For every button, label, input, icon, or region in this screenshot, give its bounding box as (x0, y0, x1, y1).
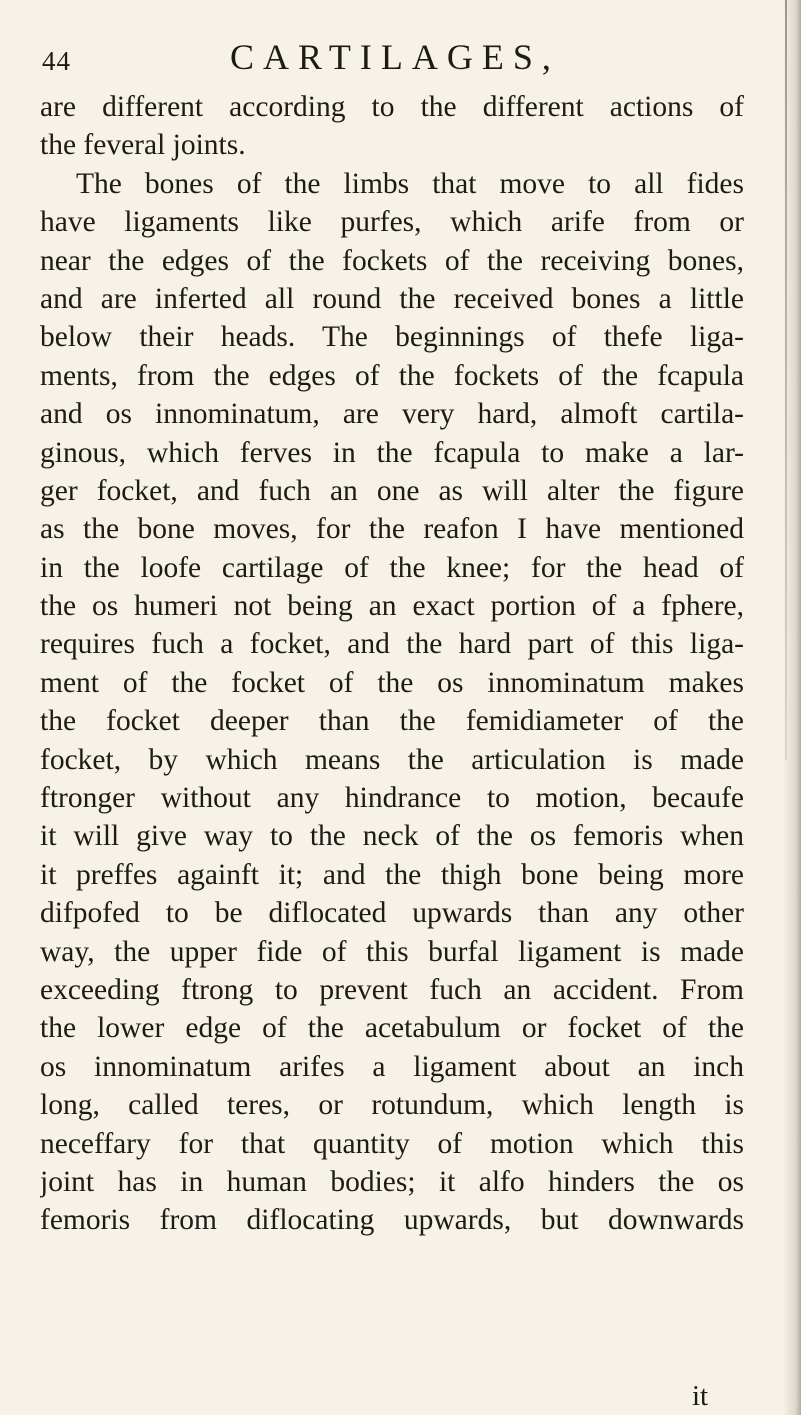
text-line: the focket deeper than the femidiameter of the (40, 705, 744, 738)
text-line: ginous, which ferves in the fcapula to make a lar- (40, 436, 744, 469)
text-line: and are inferted all round the received bones a little (40, 282, 744, 315)
text-line: it will give way to the neck of the os femoris when (40, 820, 744, 853)
text-line: neceffary for that quantity of motion which this (40, 1127, 744, 1160)
section-title: CARTILAGES, (230, 37, 560, 77)
text-line: way, the upper fide of this burfal ligament is made (40, 935, 744, 968)
text-line: ments, from the edges of the fockets of the fcapula (40, 359, 744, 392)
text-line: near the edges of the fockets of the receiving bones, (40, 244, 744, 277)
text-line: difpofed to be diflocated upwards than any other (40, 897, 744, 930)
text-line: ftronger without any hindrance to motion, becaufe (40, 782, 744, 815)
text-line: os innominatum arifes a ligament about an inch (40, 1050, 744, 1083)
text-line: have ligaments like purfes, which arife from or (40, 206, 744, 239)
text-line: exceeding ftrong to prevent fuch an accident. From (40, 973, 744, 1006)
body-text (40, 88, 744, 1240)
running-head (42, 36, 742, 86)
text-line: and os innominatum, are very hard, almoft cartila- (40, 398, 744, 431)
text-line: below their heads. The beginnings of thefe liga- (40, 321, 744, 354)
text-line: it preffes againft it; and the thigh bone being more (40, 858, 744, 891)
text-line: the feveral joints. (40, 129, 246, 162)
text-line: joint has in human bodies; it alfo hinders the os (40, 1165, 744, 1198)
page-number: 44 (42, 46, 71, 76)
text-line: as the bone moves, for the reafon I have mentioned (40, 513, 744, 546)
text-line: ment of the focket of the os innominatum makes (40, 666, 744, 699)
catchword: it (692, 1380, 709, 1412)
text-line: ger focket, and fuch an one as will alter the figure (40, 474, 744, 507)
text-line: The bones of the limbs that move to all fides (76, 167, 744, 200)
text-line: the os humeri not being an exact portion of a fphere, (40, 590, 744, 623)
page-edge-line (785, 0, 787, 760)
text-line: requires fuch a focket, and the hard part of this liga- (40, 628, 744, 661)
text-line: focket, by which means the articulation is made (40, 743, 744, 776)
text-line: are different according to the different actions of (40, 91, 744, 123)
text-line: long, called teres, or rotundum, which length is (40, 1089, 744, 1122)
text-line: femoris from diflocating upwards, but downwards (40, 1204, 744, 1237)
text-line: the lower edge of the acetabulum or focket of the (40, 1012, 744, 1045)
text-line: in the loofe cartilage of the knee; for the head of (40, 551, 744, 584)
